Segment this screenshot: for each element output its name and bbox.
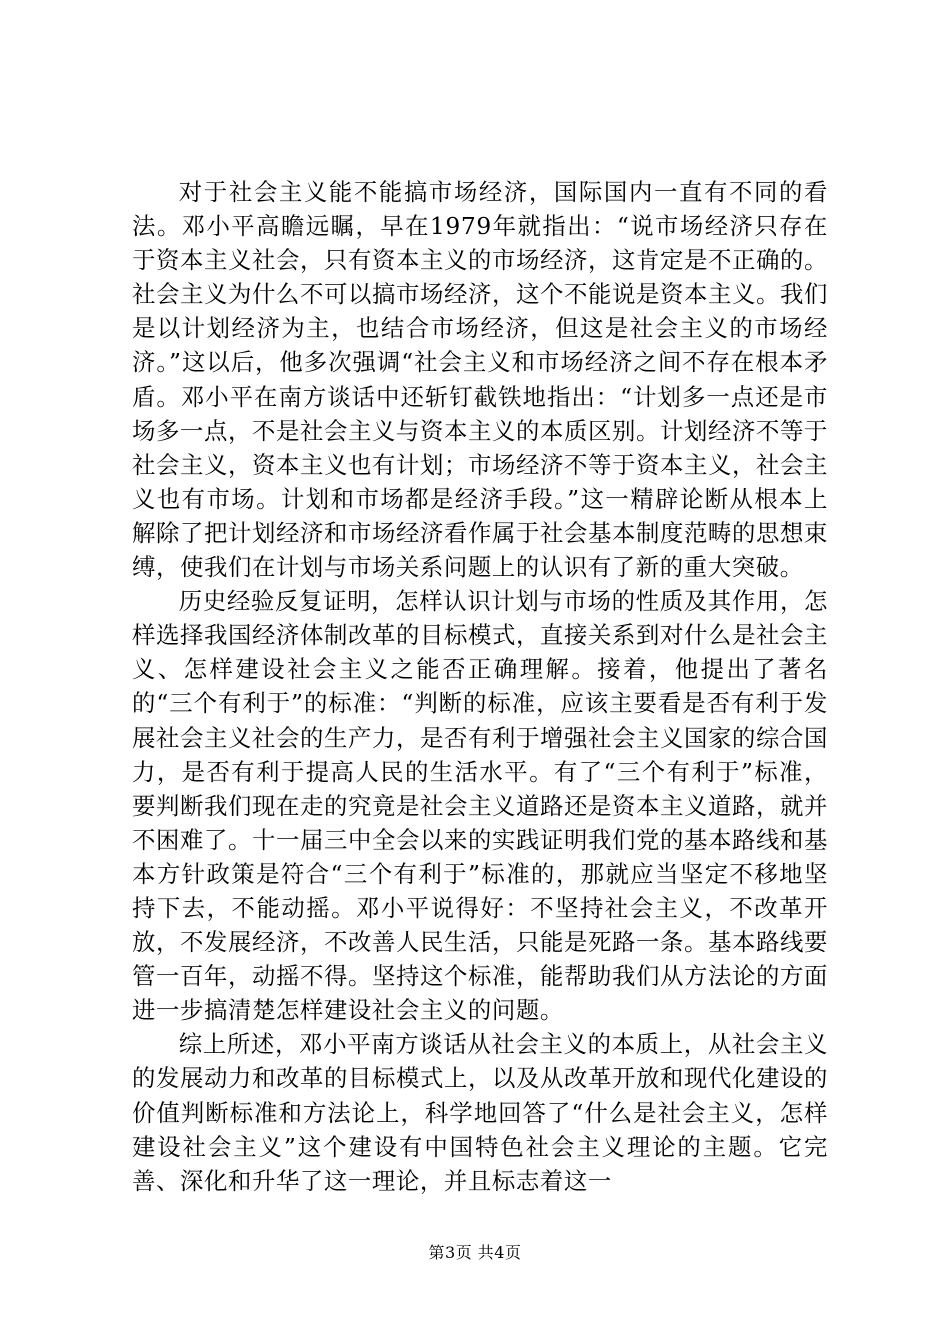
page-number-label: 第3页 共4页: [428, 1243, 522, 1262]
page-footer: [0, 1242, 950, 1264]
paragraph-1: 对于社会主义能不能搞市场经济，国际国内一直有不同的看法。邓小平高瞻远瞩，早在1979年就指出：“说市场经济只存在于资本主义社会，只有资本主义的市场经济，这肯定是不正确的。社会主义为什么不可以搞市场经济，这个不能说是资本主义。我们是以计划经济为主，也结合市场经济，但这是社会主义的市场经济。”这以后，他多次强调“社会主义和市场经济之间不存在根本矛盾。邓小平在南方谈话中还斩钉截铁地指出：“计划多一点还是市场多一点，不是社会主义与资本主义的本质区别。计划经济不等于社会主义，资本主义也有计划；市场经济不等于资本主义，社会主义也有市场。计划和市场都是经济手段。”这一精辟论断从根本上解除了把计划经济和市场经济看作属于社会基本制度范畴的思想束缚，使我们在计划与市场关系问题上的认识有了新的重大突破。: [132, 178, 828, 582]
document-body: [132, 175, 828, 1198]
paragraph-2: 历史经验反复证明，怎样认识计划与市场的性质及其作用，怎样选择我国经济体制改革的目标模式，直接关系到对什么是社会主义、怎样建设社会主义之能否正确理解。接着，他提出了著名的“三个有利于”的标准：“判断的标准，应该主要看是否有利于发展社会主义社会的生产力，是否有利于增强社会主义国家的综合国力，是否有利于提高人民的生活水平。有了“三个有利于”标准，要判断我们现在走的究竟是社会主义道路还是资本主义道路，就并不困难了。十一届三中全会以来的实践证明我们党的基本路线和基本方针政策是符合“三个有利于”标准的，那就应当坚定不移地坚持下去，不能动摇。邓小平说得好：不坚持社会主义，不改革开放，不发展经济，不改善人民生活，只能是死路一条。基本路线要管一百年，动摇不得。坚持这个标准，能帮助我们从方法论的方面进一步搞清楚怎样建设社会主义的问题。: [132, 587, 828, 1025]
paragraph-3: 综上所述，邓小平南方谈话从社会主义的本质上，从社会主义的发展动力和改革的目标模式上，以及从改革开放和现代化建设的价值判断标准和方法论上，科学地回答了“什么是社会主义，怎样建设社会主义”这个建设有中国特色社会主义理论的主题。它完善、深化和升华了这一理论，并且标志着这一: [132, 1030, 828, 1195]
